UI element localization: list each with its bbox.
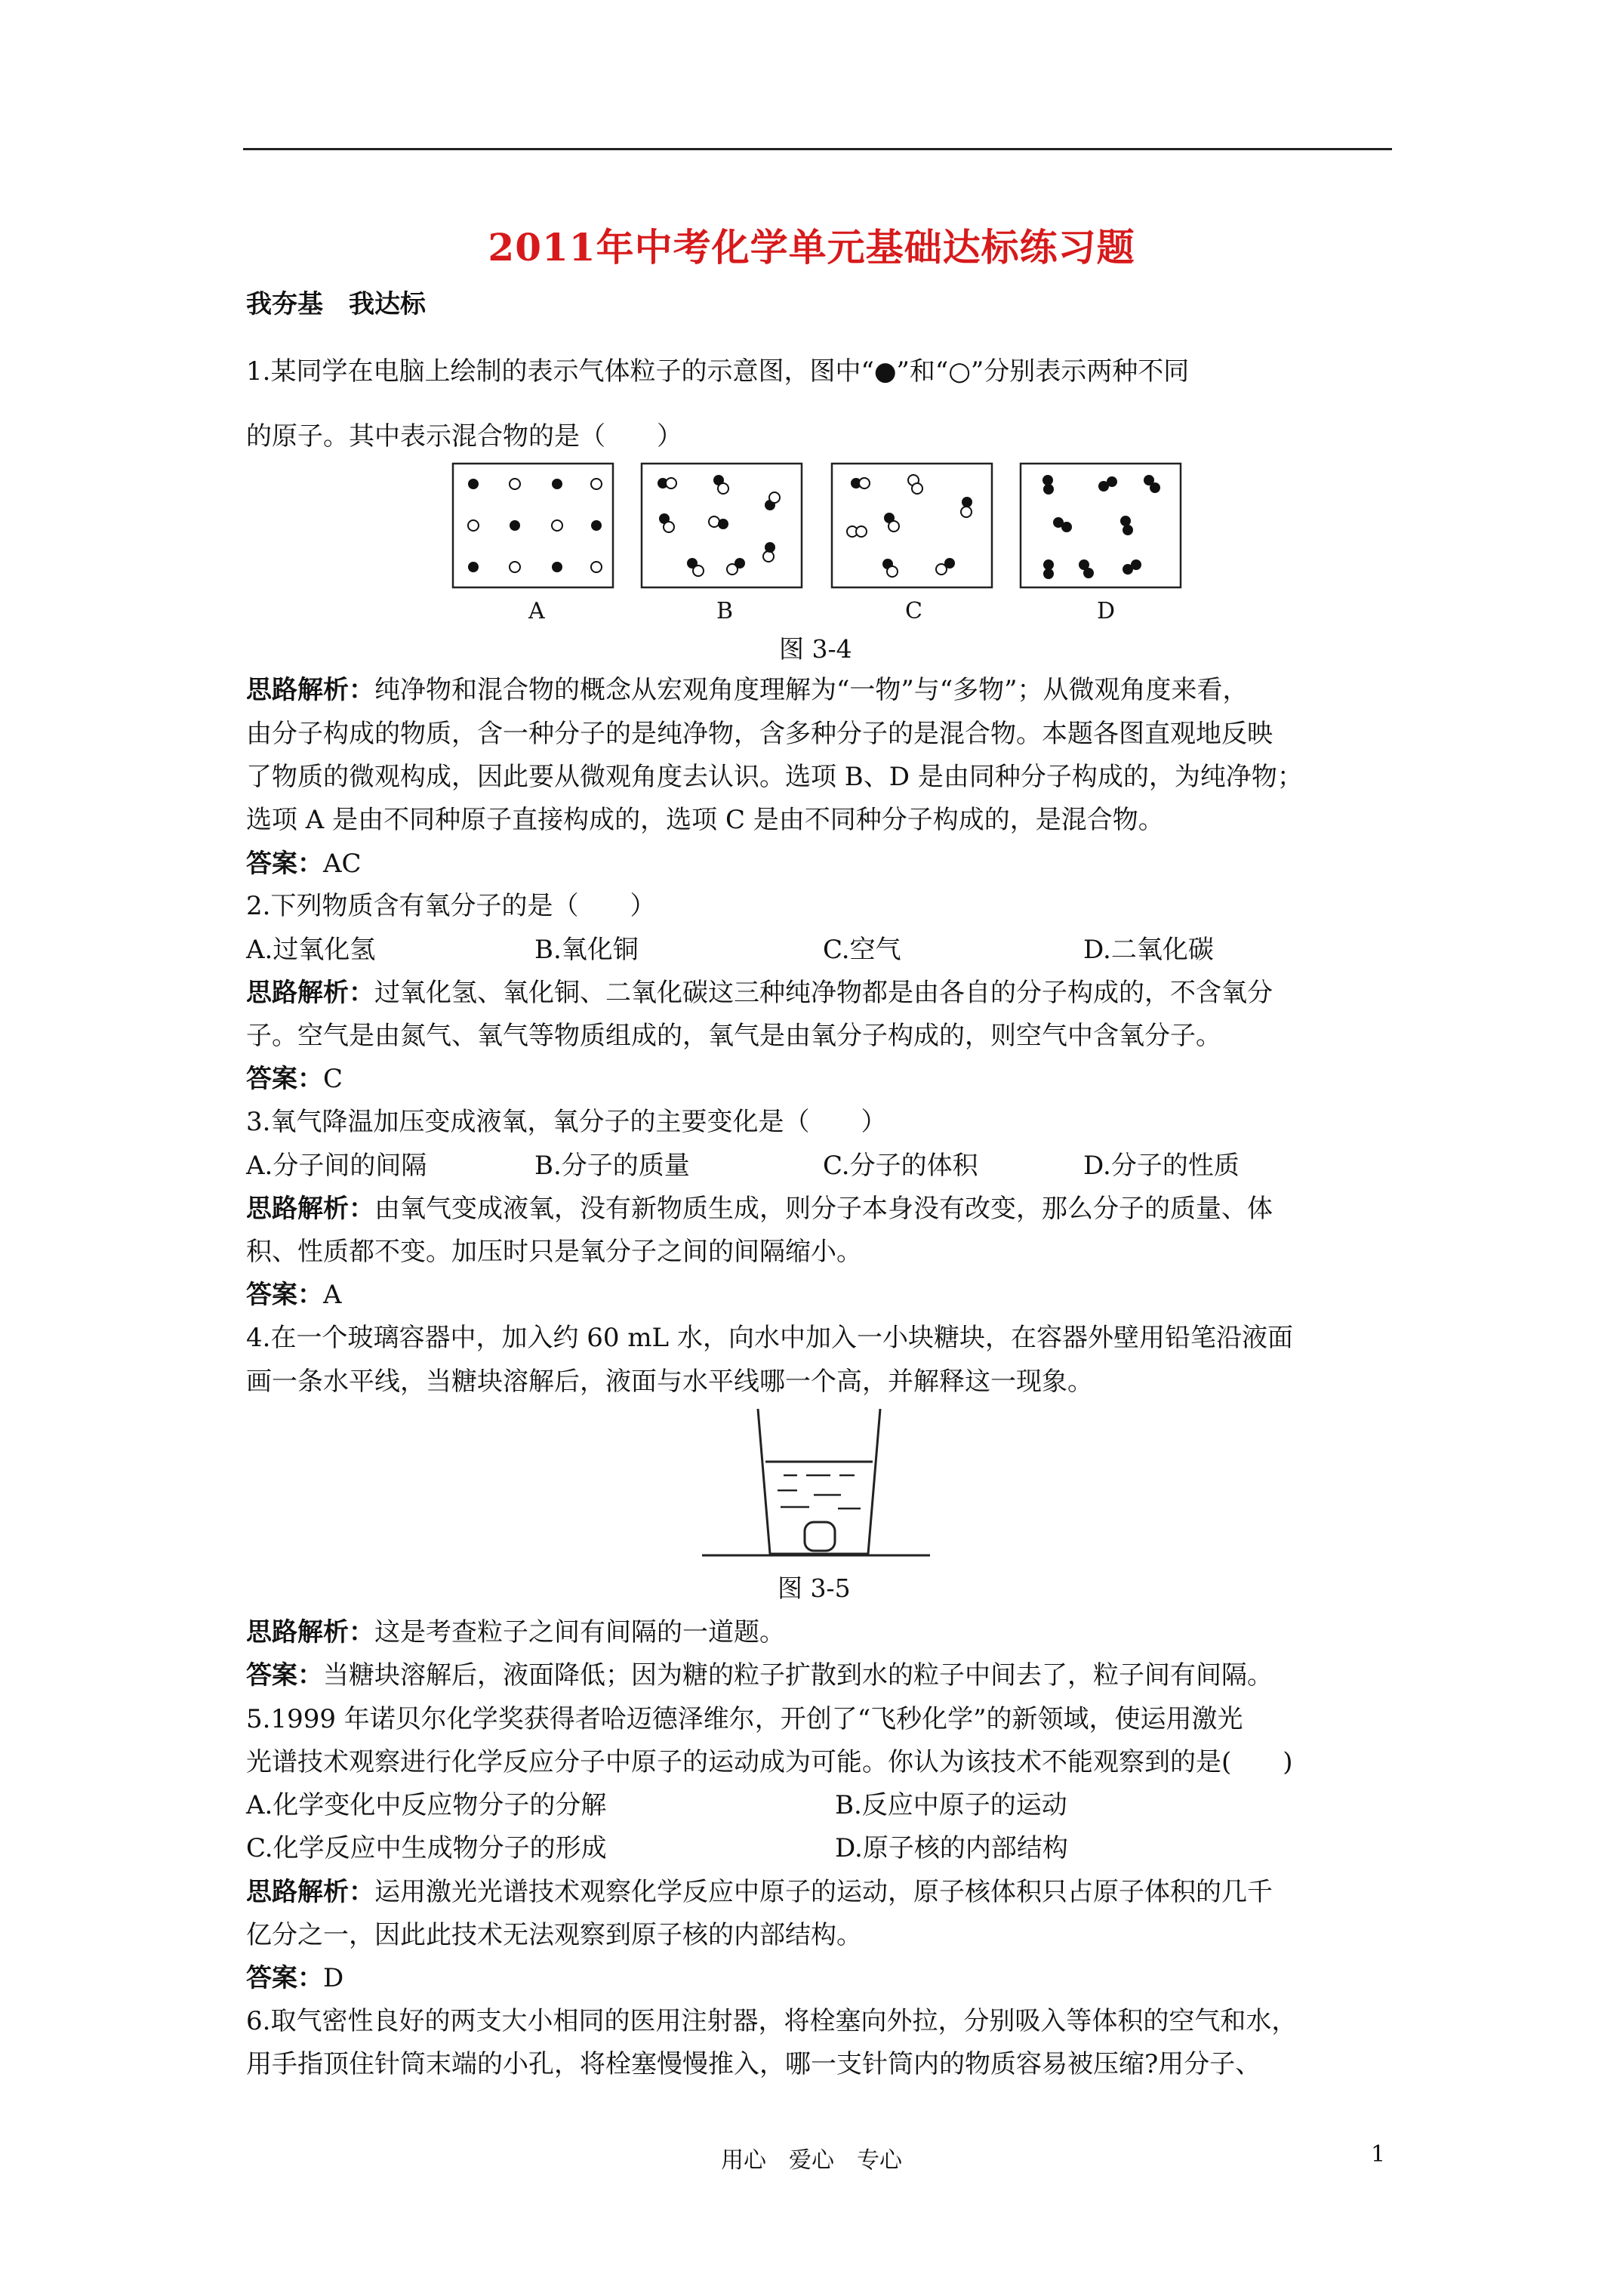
analysis-label: 思路解析： — [246, 675, 374, 705]
q5-option-b: B.反应中原子的运动 — [835, 1790, 1067, 1820]
answer-label: 答案： — [246, 1963, 323, 1993]
answer-value: C — [323, 1064, 343, 1094]
answer-value: D — [323, 1963, 344, 1993]
q3-stem: 3.氧气降温加压变成液氧，氧分子的主要变化是（ ） — [246, 1107, 887, 1137]
q2-option-c: C.空气 — [823, 935, 901, 965]
analysis-label: 思路解析： — [246, 1194, 374, 1224]
page-footer: 用心 爱心 专心 — [721, 2147, 902, 2174]
q4-answer — [246, 1660, 1273, 1690]
answer-value: AC — [323, 849, 362, 879]
q1-stem-line1: 1.某同学在电脑上绘制的表示气体粒子的示意图，图中“●”和“○”分别表示两种不同 — [246, 356, 1190, 387]
q1-analysis-line4: 选项 A 是由不同种原子直接构成的，选项 C 是由不同种分子构成的，是混合物。 — [246, 805, 1164, 835]
answer-value: A — [323, 1280, 342, 1310]
q3-option-d: D.分子的性质 — [1083, 1151, 1240, 1181]
figure-caption-3-4: 图 3-4 — [779, 634, 852, 664]
analysis-text: 由氧气变成液氧，没有新物质生成，则分子本身没有改变，那么分子的质量、体 — [374, 1194, 1273, 1224]
q1-analysis-line3: 了物质的微观构成，因此要从微观角度去认识。选项 B、D 是由同种分子构成的，为纯净物； — [246, 762, 1303, 792]
box-d — [1021, 464, 1181, 587]
q2-stem: 2.下列物质含有氧分子的是（ ） — [246, 891, 656, 921]
q5-option-d: D.原子核的内部结构 — [835, 1833, 1068, 1863]
figure-3-5-beaker — [702, 1406, 936, 1564]
q5-stem-line1: 5.1999 年诺贝尔化学奖获得者哈迈德泽维尔，开创了“飞秒化学”的新领域，使运用激光 — [246, 1704, 1243, 1734]
box-a — [453, 464, 613, 587]
box-c — [832, 464, 992, 587]
q6-stem-line1: 6.取气密性良好的两支大小相同的医用注射器，将栓塞向外拉，分别吸入等体积的空气和水， — [246, 2006, 1298, 2036]
box-label-d: D — [1097, 598, 1116, 624]
q5-analysis-line1 — [246, 1877, 1273, 1907]
q5-analysis-line2: 亿分之一，因此此技术无法观察到原子核的内部结构。 — [246, 1920, 862, 1950]
q4-analysis — [246, 1617, 785, 1647]
answer-label: 答案： — [246, 849, 323, 879]
q3-analysis-line1 — [246, 1194, 1273, 1224]
q1-analysis-line2: 由分子构成的物质，含一种分子的是纯净物，含多种分子的是混合物。本题各图直观地反映 — [246, 719, 1273, 749]
answer-label: 答案： — [246, 1660, 323, 1690]
q2-analysis-line1 — [246, 978, 1273, 1008]
q3-option-a: A.分子间的间隔 — [246, 1151, 427, 1181]
box-label-c: C — [905, 598, 922, 624]
section-heading: 我夯基 我达标 — [246, 289, 426, 319]
q3-option-b: B.分子的质量 — [534, 1151, 690, 1181]
q2-answer — [246, 1064, 343, 1094]
figure-caption-3-5: 图 3-5 — [778, 1573, 851, 1603]
box-label-b: B — [716, 598, 734, 624]
q1-analysis-line1 — [246, 675, 1249, 705]
box-b — [642, 464, 802, 587]
q2-option-a: A.过氧化氢 — [246, 935, 376, 965]
q2-option-d: D.二氧化碳 — [1083, 935, 1214, 965]
analysis-label: 思路解析： — [246, 978, 374, 1008]
page-title: 2011年中考化学单元基础达标练习题 — [488, 225, 1135, 270]
q5-option-c: C.化学反应中生成物分子的形成 — [246, 1833, 607, 1863]
q5-answer — [246, 1963, 343, 1993]
page-number: 1 — [1371, 2141, 1386, 2168]
q3-option-c: C.分子的体积 — [823, 1151, 978, 1181]
q4-stem-line2: 画一条水平线，当糖块溶解后，液面与水平线哪一个高，并解释这一现象。 — [246, 1367, 1093, 1397]
q2-option-b: B.氧化铜 — [534, 935, 639, 965]
q3-analysis-line2: 积、性质都不变。加压时只是氧分子之间的间隔缩小。 — [246, 1237, 862, 1267]
analysis-label: 思路解析： — [246, 1877, 374, 1907]
analysis-label: 思路解析： — [246, 1617, 374, 1647]
figure-3-4-particle-boxes — [450, 462, 1190, 598]
analysis-text: 这是考查粒子之间有间隔的一道题。 — [374, 1617, 785, 1647]
analysis-text: 运用激光光谱技术观察化学反应中原子的运动，原子核体积只占原子体积的几千 — [374, 1877, 1273, 1907]
q5-option-a: A.化学变化中反应物分子的分解 — [246, 1790, 607, 1820]
q3-answer — [246, 1280, 342, 1310]
q4-stem-line1: 4.在一个玻璃容器中，加入约 60 mL 水，向水中加入一小块糖块，在容器外壁用铅笔沿液面 — [246, 1323, 1293, 1353]
analysis-text: 纯净物和混合物的概念从宏观角度理解为“一物”与“多物”；从微观角度来看， — [374, 675, 1249, 705]
q1-stem-line2: 的原子。其中表示混合物的是（ ） — [246, 421, 682, 451]
header-rule — [243, 148, 1392, 150]
answer-value: 当糖块溶解后，液面降低；因为糖的粒子扩散到水的粒子中间去了，粒子间有间隔。 — [323, 1660, 1273, 1690]
q6-stem-line2: 用手指顶住针筒末端的小孔，将栓塞慢慢推入，哪一支针筒内的物质容易被压缩?用分子、 — [246, 2049, 1261, 2079]
q1-answer — [246, 849, 362, 879]
box-label-a: A — [528, 598, 545, 624]
answer-label: 答案： — [246, 1064, 323, 1094]
analysis-text: 过氧化氢、氧化铜、二氧化碳这三种纯净物都是由各自的分子构成的，不含氧分 — [374, 978, 1273, 1008]
q2-analysis-line2: 子。空气是由氮气、氧气等物质组成的，氧气是由氧分子构成的，则空气中含氧分子。 — [246, 1021, 1221, 1051]
q5-stem-line2: 光谱技术观察进行化学反应分子中原子的运动成为可能。你认为该技术不能观察到的是( ) — [246, 1747, 1293, 1777]
answer-label: 答案： — [246, 1280, 323, 1310]
